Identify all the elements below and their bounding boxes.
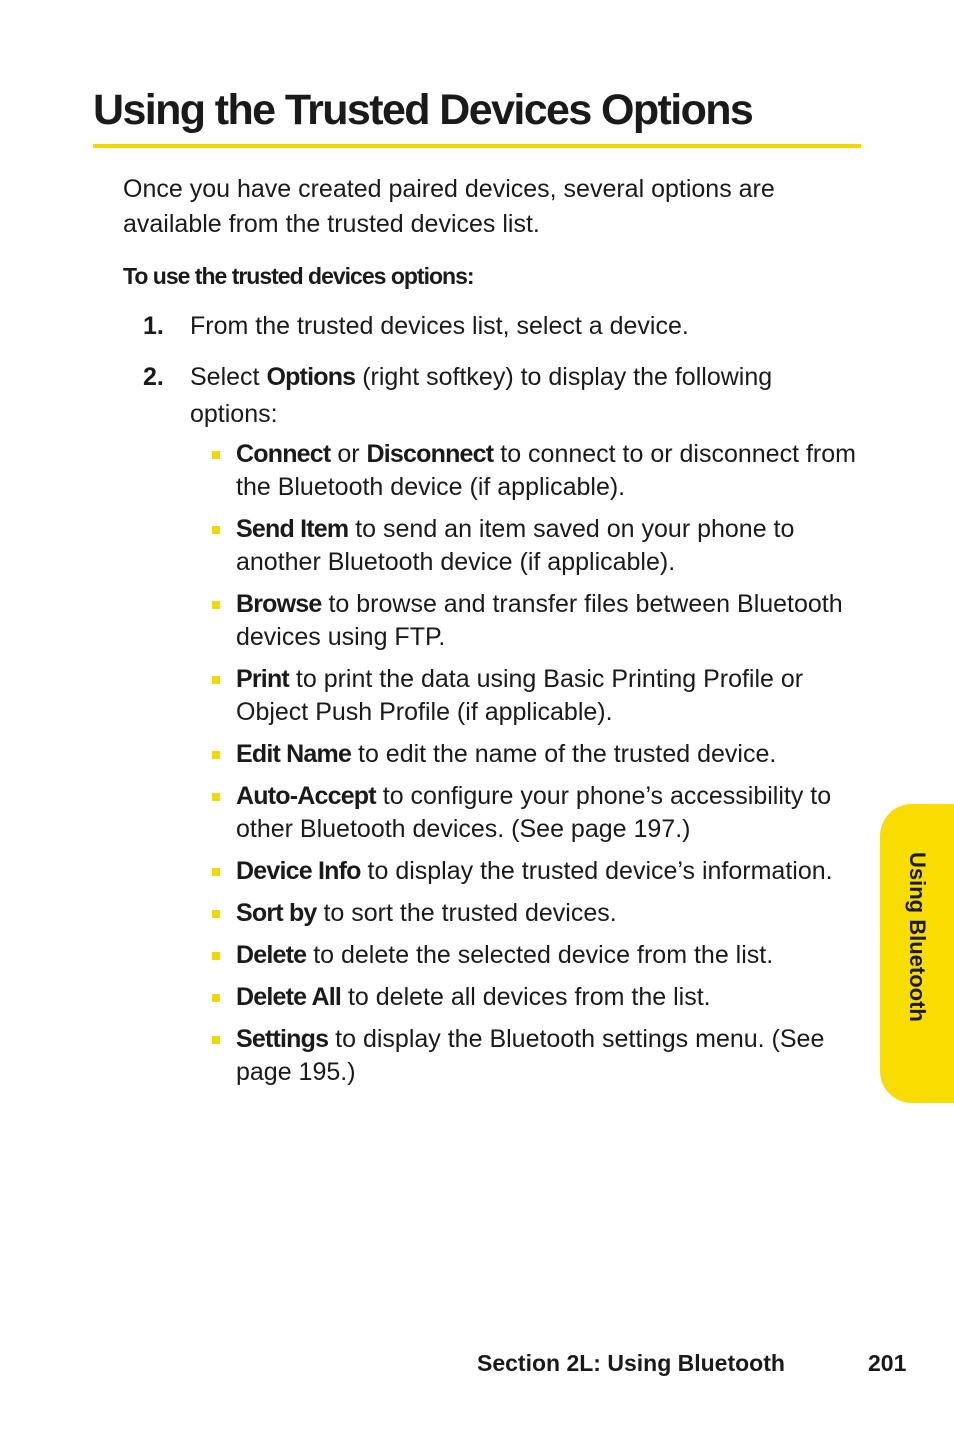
- list-item: Delete to delete the selected device from the list.: [210, 939, 870, 972]
- section-side-tab: [880, 804, 954, 1103]
- list-item: Browse to browse and transfer files between Bluetooth devices using FTP.: [210, 588, 870, 654]
- footer-section-label: Section 2L: Using Bluetooth: [477, 1350, 785, 1376]
- bullet-square-icon: [212, 994, 220, 1002]
- bullet-square-icon: [212, 676, 220, 684]
- bullet-square-icon: [212, 601, 220, 609]
- bullet-square-icon: [212, 451, 220, 459]
- bullet-square-icon: [212, 751, 220, 759]
- bullet-square-icon: [212, 868, 220, 876]
- step-text: From the trusted devices list, select a device.: [190, 312, 689, 340]
- page-number: 201: [868, 1350, 907, 1376]
- options-softkey-label: Options: [266, 363, 356, 391]
- bullet-square-icon: [212, 1036, 220, 1044]
- list-item: Sort by to sort the trusted devices.: [210, 897, 870, 930]
- procedure-heading: To use the trusted devices options:: [123, 263, 474, 289]
- bullet-square-icon: [212, 910, 220, 918]
- step-number: 1.: [143, 312, 164, 340]
- step-number: 2.: [143, 363, 164, 391]
- list-item: Send Item to send an item saved on your phone to another Bluetooth device (if applicable).: [210, 513, 870, 579]
- bullet-square-icon: [212, 952, 220, 960]
- list-item: Print to print the data using Basic Printing Profile or Object Push Profile (if applicable).: [210, 663, 870, 729]
- list-item: Edit Name to edit the name of the trusted device.: [210, 738, 870, 771]
- bullet-square-icon: [212, 526, 220, 534]
- options-list: [210, 438, 870, 1098]
- page-title: Using the Trusted Devices Options: [93, 86, 753, 134]
- list-item: Device Info to display the trusted device’s information.: [210, 855, 870, 888]
- title-underline: [93, 144, 861, 148]
- bullet-square-icon: [212, 793, 220, 801]
- side-tab-label: Using Bluetooth: [905, 852, 930, 1022]
- list-item: Delete All to delete all devices from the list.: [210, 981, 870, 1014]
- list-item: Auto-Accept to configure your phone’s accessibility to other Bluetooth devices. (See page 197.): [210, 780, 870, 846]
- intro-paragraph: Once you have created paired devices, several options are available from the trusted devices list.: [123, 175, 775, 238]
- step-text: Select Options (right softkey) to display the following options:: [190, 363, 773, 428]
- list-item: Connect or Disconnect to connect to or disconnect from the Bluetooth device (if applicable).: [210, 438, 870, 504]
- list-item: Settings to display the Bluetooth settings menu. (See page 195.): [210, 1023, 870, 1089]
